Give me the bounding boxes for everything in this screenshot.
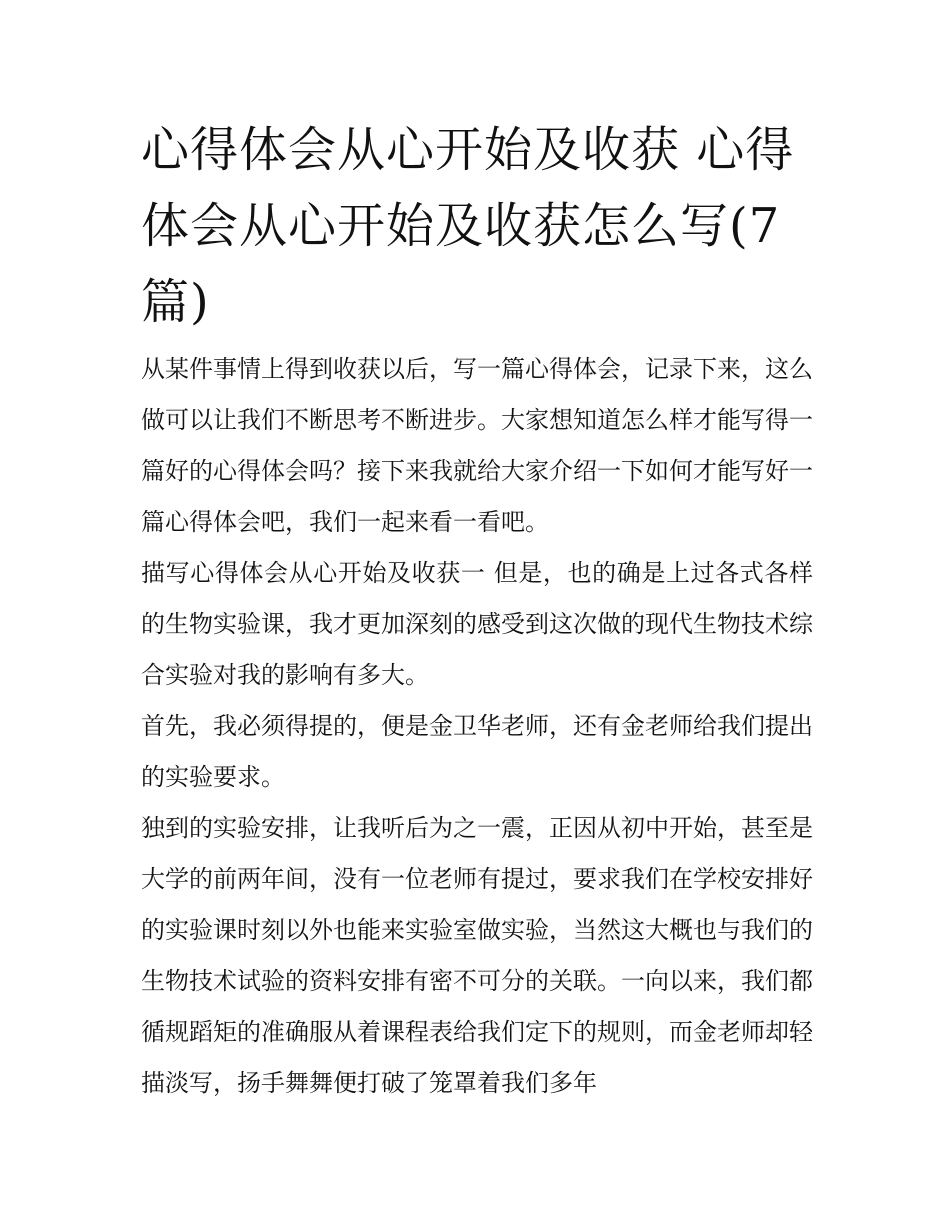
paragraph-arrangement: 独到的实验安排，让我听后为之一震，正因从初中开始，甚至是大学的前两年间，没有一位老师有提过，要求我们在学校安排好的实验课时刻以外也能来实验室做实验，当然这大概也与我们的生物技术试验的资料安排有密不可分的关联。一向以来，我们都循规蹈矩的准确服从着课程表给我们定下的规则，而金老师却轻描淡写，扬手舞舞便打破了笼罩着我们多年: [141, 814, 813, 1097]
document-title: 心得体会从心开始及收获 心得体会从心开始及收获怎么写(7篇): [141, 122, 795, 330]
paragraph-section-one: 描写心得体会从心开始及收获一 但是，也的确是上过各式各样的生物实验课，我才更加深刻的感受到这次做的现代生物技术综合实验对我的影响有多大。: [141, 559, 813, 689]
document-content: [141, 112, 813, 1109]
paragraph-intro: 从某件事情上得到收获以后，写一篇心得体会，记录下来，这么做可以让我们不断思考不断进步。大家想知道怎么样才能写得一篇好的心得体会吗？接下来我就给大家介绍一下如何才能写好一篇心得体会吧，我们一起来看一看吧。: [141, 355, 813, 536]
paragraph-teacher: 首先，我必须得提的，便是金卫华老师，还有金老师给我们提出的实验要求。: [141, 712, 813, 791]
